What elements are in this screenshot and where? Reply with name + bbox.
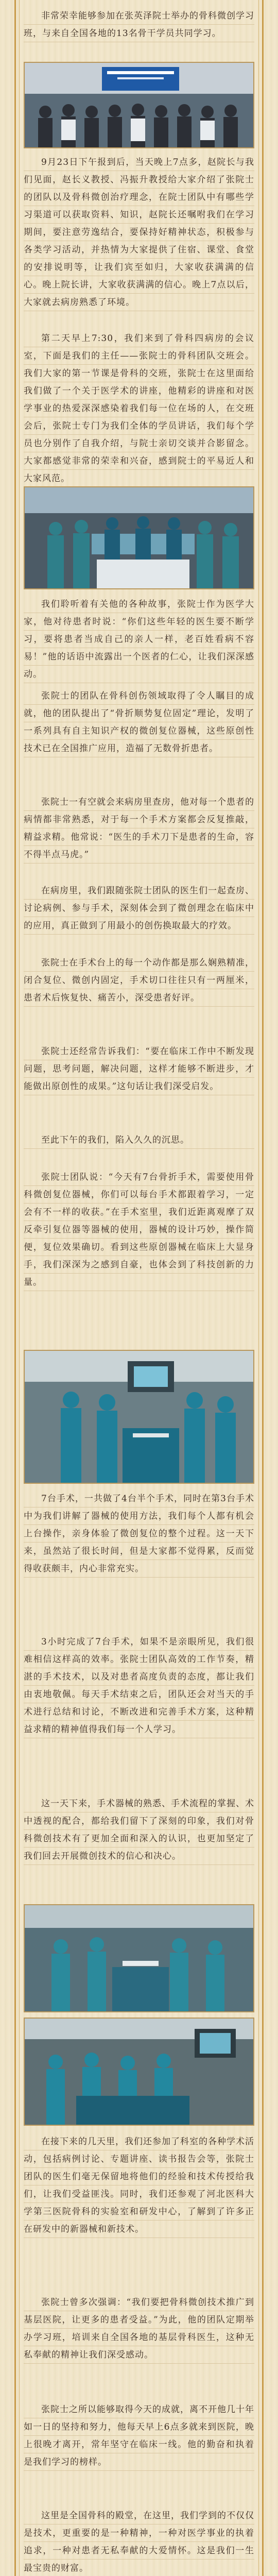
surgery-team-image-1 (25, 1905, 253, 2011)
paragraph-intro: 非常荣幸能够参加在张英泽院士举办的骨科微创学习班，与来自全国各地的13名骨干学员共同学习。 (24, 7, 254, 42)
surgery-team-image-2 (25, 2019, 253, 2125)
paragraph-spirit: 这里是全国骨科的殿堂，在这里，我们学到的不仅仅是技术，更重要的是一种精神，一种对医学事业的执着追求，一种对患者无私奉献的大爱情怀。这是我们一生最宝贵的财富。 (24, 2507, 254, 2576)
operating-room-image (25, 1351, 253, 1483)
surgery-observation-image (25, 487, 253, 588)
photo-operating-room (24, 1350, 254, 1484)
paragraph-clinical-practice: 在病房里，我们跟随张院士团队的医生们一起查房、讨论病例、参与手术，深刻体会到了微创理念在临床中的应用，真正做到了用最小的创伤换取最大的疗效。 (24, 882, 254, 935)
paragraph-morning-meeting: 第二天早上7:30，我们来到了骨科四病房的会议室，下面是我们的主任——张院士的骨科团队交班会。我们大家的第一节课是骨科的交班，张院士在这里面给我们做了一个关于医学术的讲座，他精彩的讲座和对医学事业的热爱深深感染着我们每一位在场的人，在交班会后，张院士专门为我们全体的学员讲话，我们每个学员也分别作了自我介绍，与院士亲切交谈并合影留念。大家都感觉非常的荣幸和兴奋，感到院士的平易近人和大家风范。 (24, 330, 254, 487)
photo-surgery-team-2 (24, 2018, 254, 2126)
paragraph-promotion: 张院士曾多次强调：“我们要把骨科微创技术推广到基层医院，让更多的患者受益。”为此，他的团队定期举办学习班，培训来自全国各地的基层骨科医生，这种无私奉献的精神让我们深受感动。 (24, 2294, 254, 2364)
paragraph-efficiency: 3小时完成了7台手术，如果不是亲眼所见，我们很难相信这样高的效率。张院士团队高效的工作节奏，精湛的手术技术，以及对患者高度负责的态度，都让我们由衷地敬佩。每天手术结束之后，团队还会对当天的手术进行总结和讨论，不断改进和完善手术方案，这种精益求精的精神值得我们每一个人学习。 (24, 1633, 254, 1738)
photo-surgery-team-1 (24, 1904, 254, 2012)
paragraph-reflection: 至此下午的我们，陷入久久的沉思。 (24, 1131, 254, 1149)
paragraph-arrival: 9月23日下午报到后，当天晚上7点多，赵院长与我们见面，赵长义教授、冯振升教授给大家介绍了张院士的团队以及骨科微创治疗理念，在院士团队中有哪些学习渠道可以获取资料、知识，赵院长还嘱咐我们在学习期间，要注意劳逸结合，要保持好精神状态，积极参与各类学习活动，并热情为大家提供了住宿、课堂、食堂的安排说明等，让我们宾至如归，大家收获满满的信心。晚上院长讲，大家收获满满的信心。晚上7点以后，大家就去病房熟悉了环境。 (24, 154, 254, 311)
group-teaching-image (25, 63, 253, 147)
paragraph-team-achievement: 张院士的团队在骨科创伤领域取得了令人瞩目的成就，他的团队提出了“骨折顺势复位固定”理论，发明了一系列具有自主知识产权的微创复位器械，这些原创性技术已在全国推广应用，造福了无数骨折患者。 (24, 687, 254, 757)
photo-group-teaching (24, 62, 254, 148)
paragraph-ward-round: 张院士一有空就会来病房里查房，他对每一个患者的病情都非常熟悉，对于每一个手术方案都会反复推敲，精益求精。他常说：“医生的手术刀下是患者的生命，容不得半点马虎。” (24, 793, 254, 863)
photo-surgery-observation (24, 486, 254, 589)
paragraph-innovation: 张院士还经常告诉我们：“要在临床工作中不断发现问题，思考问题，解决问题，这样才能够不断进步，才能做出原创性的成果。”这句话让我们深受启发。 (24, 1043, 254, 1095)
paragraph-takeaway: 这一天下来，手术器械的熟悉、手术流程的掌握、术中透视的配合，都给我们留下了深刻的印象，我们对骨科微创技术有了更加全面和深入的认识，也更加坚定了我们回去开展微创技术的信心和决心。 (24, 1795, 254, 1865)
paragraph-surgical-skill: 张院士在手术台上的每一个动作都是那么娴熟精准，闭合复位、微创内固定，手术切口往往只有一两厘米，患者术后恢复快、痛苦小，深受患者好评。 (24, 954, 254, 1007)
paragraph-dedication: 张院士之所以能够取得今天的成就，离不开他几十年如一日的坚持和努力，他每天早上6点多就来到医院，晚上很晚才离开，常年坚守在临床一线。他的勤奋和执着是我们学习的榜样。 (24, 2401, 254, 2471)
paragraph-seven-operations: 7台手术，一共做了4台半个手术，同时在第3台手术中为我们讲解了器械的使用方法，我们每个人都有机会上台操作，亲身体验了微创复位的整个过程。这一天下来，虽然站了很长时间，但是大家都不觉得累，反而觉得收获颇丰，内心非常充实。 (24, 1490, 254, 1578)
paragraph-operating-room: 张院士团队说：“今天有7台骨折手术，需要使用骨科微创复位器械，你们可以每台手术都跟着学习，一定会有不一样的收获。”在手术室里，我们近距离观摩了双反牵引复位器等器械的使用，器械的设计巧妙，操作简便，复位效果确切。看到这些原创器械在临床上大显身手，我们深深为之感到自豪，也体会到了科技创新的力量。 (24, 1168, 254, 1291)
paragraph-academician-quote: 我们聆听着有关他的各种故事，张院士作为医学大家，他对待患者时说：“你们这些年轻的医生要不断学习，要将患者当成自己的亲人一样，老百姓看病不容易！”他的话语中流露出一个医者的仁心，让我们深深感动。 (24, 596, 254, 683)
paragraph-academic-activities: 在接下来的几天里，我们还参加了科室的各种学术活动，包括病例讨论、专题讲座、读书报告会等，张院士团队的医生们毫无保留地将他们的经验和技术传授给我们，让我们受益匪浅。同时，我们还参观了河北医科大学第三医院骨科的实验室和研发中心，了解到了许多正在研发中的新器械和新技术。 (24, 2133, 254, 2238)
